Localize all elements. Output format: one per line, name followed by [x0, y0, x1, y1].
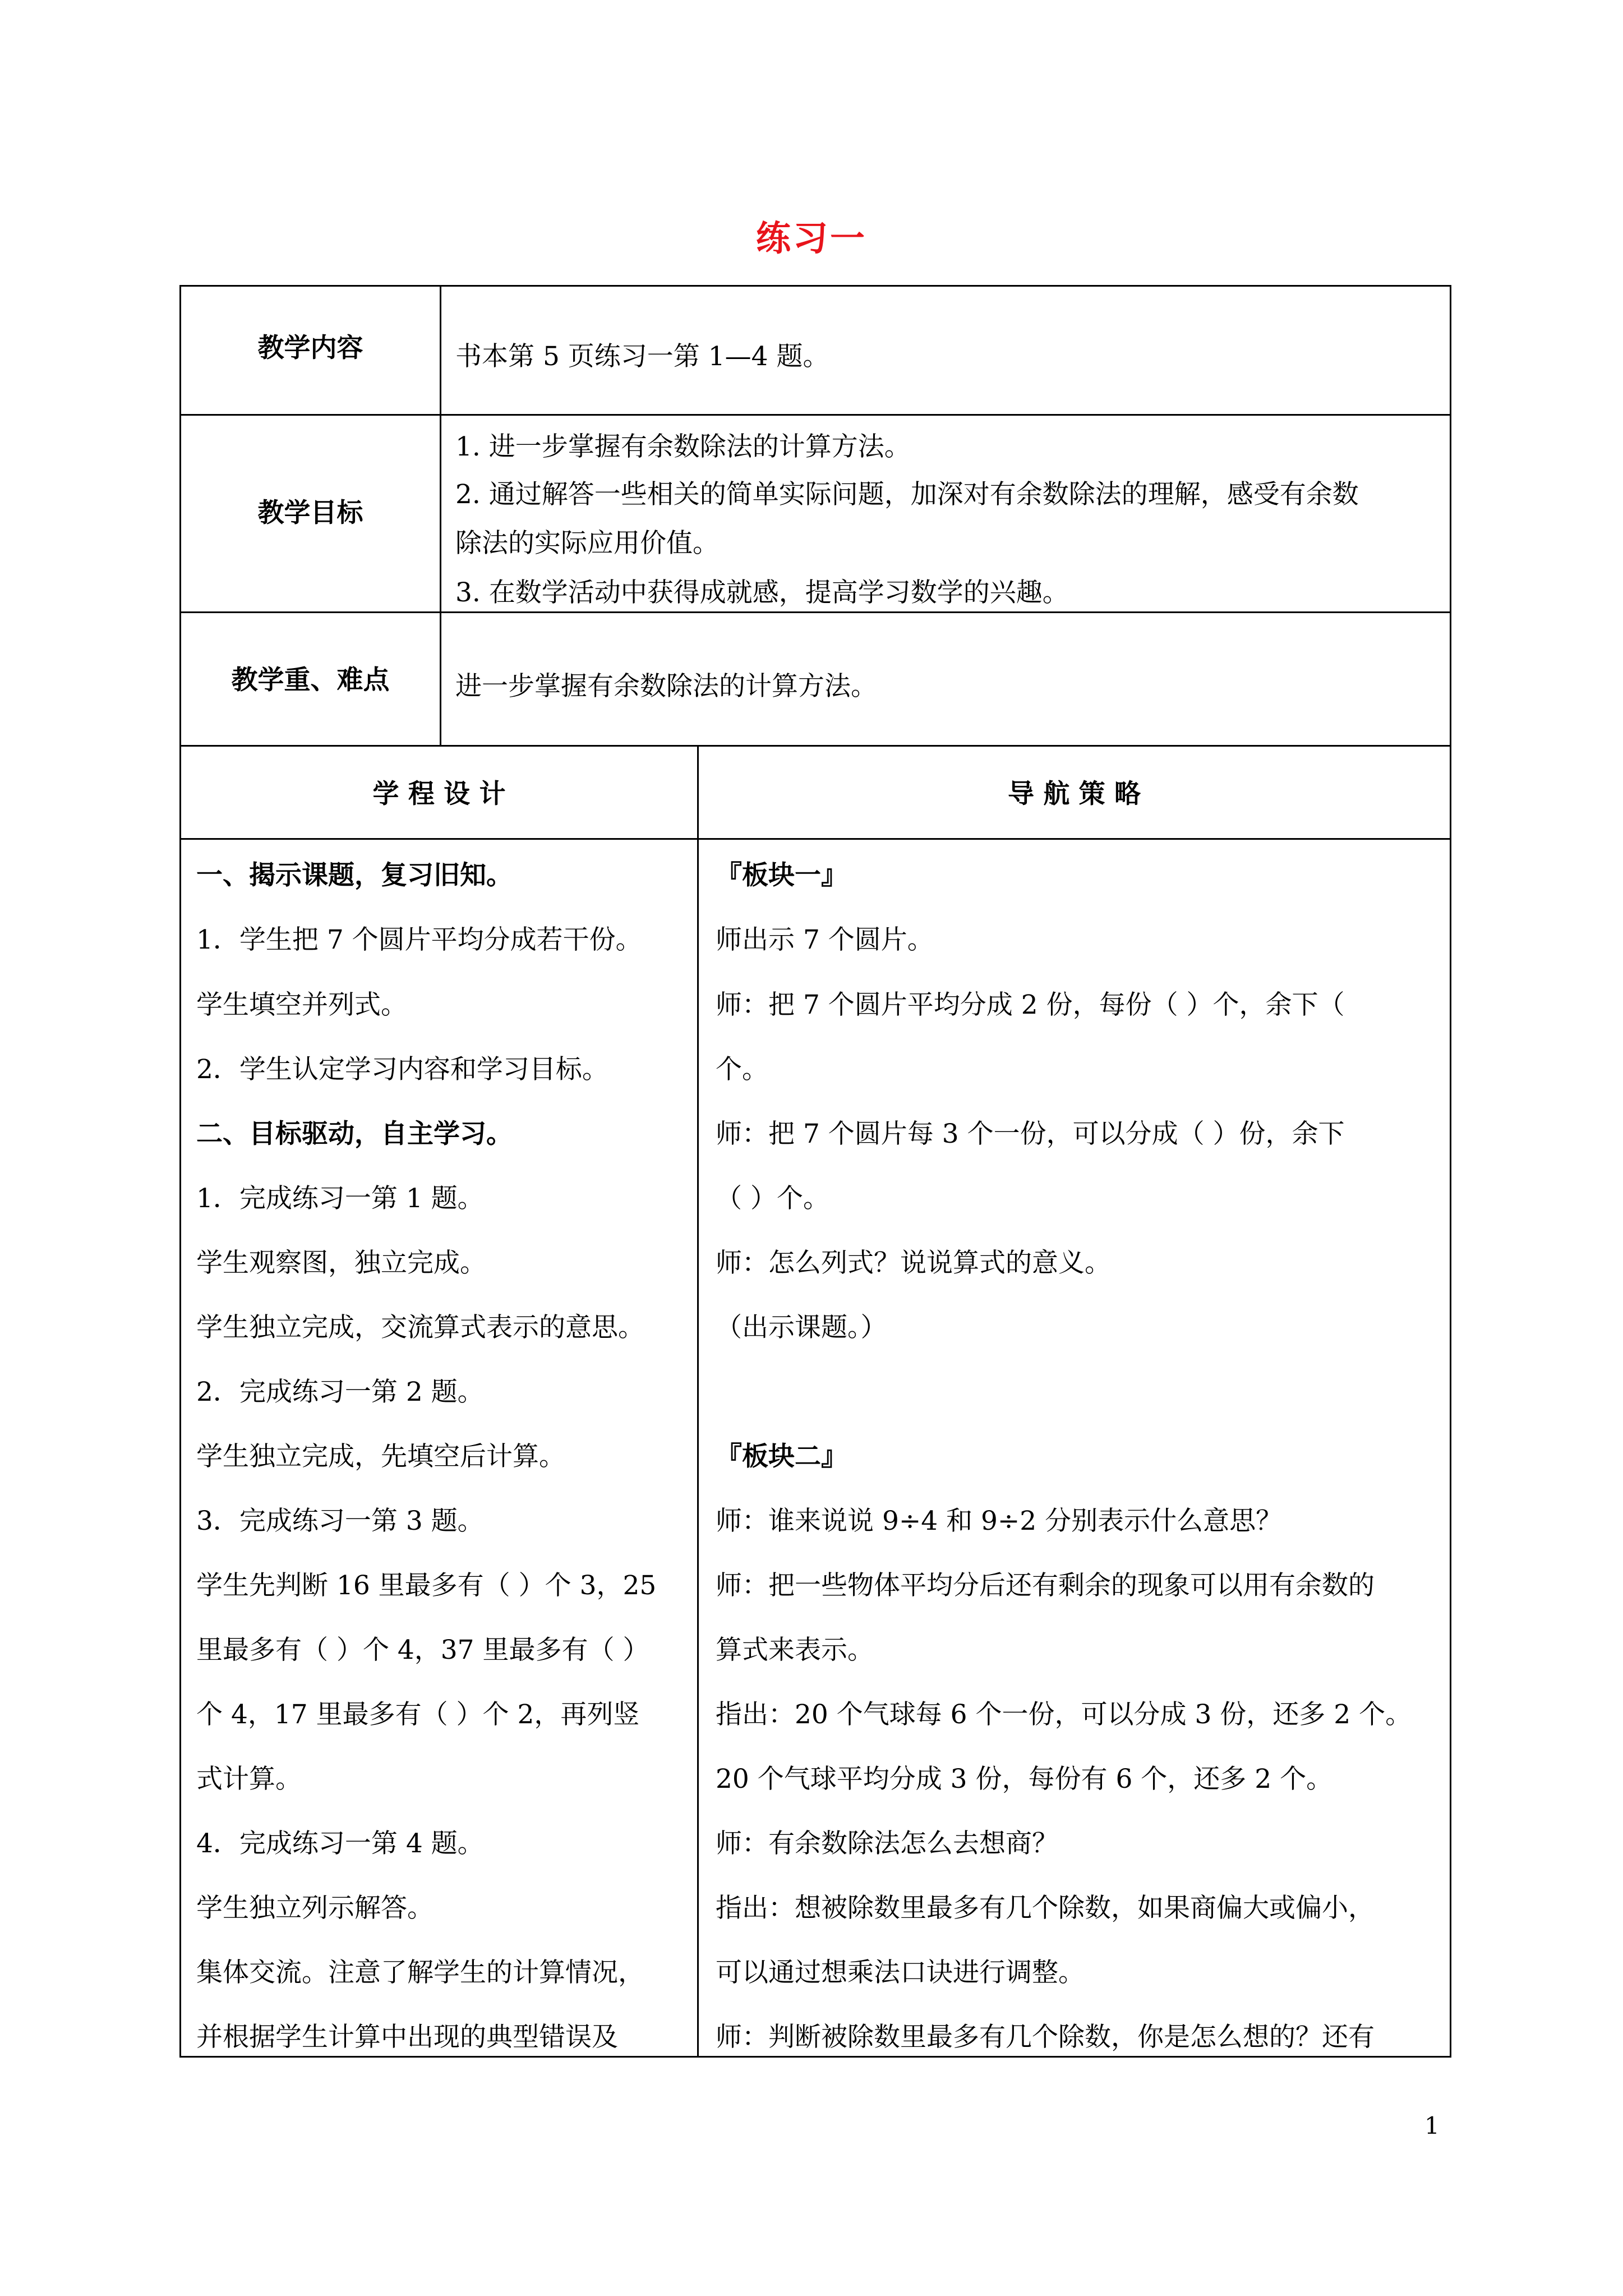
left-line: 3．完成练习一第 3 题。	[196, 1506, 484, 1536]
info-value-focus: 进一步掌握有余数除法的计算方法。	[455, 671, 877, 702]
row-divider	[179, 838, 1451, 840]
left-line: 2．完成练习一第 2 题。	[196, 1377, 484, 1407]
right-line: 师：有余数除法怎么去想商？	[716, 1828, 1058, 1859]
left-line: 1．完成练习一第 1 题。	[196, 1183, 484, 1214]
right-line: 师：把 7 个圆片每 3 个一份，可以分成（ ）份，余下	[716, 1119, 1345, 1149]
right-line: 『板块一』	[716, 860, 847, 891]
right-line: （ ）个。	[716, 1183, 829, 1214]
column-header-left: 学 程 设 计	[372, 779, 506, 809]
label-column-divider	[440, 285, 441, 746]
column-header-right: 导 航 策 略	[1007, 779, 1141, 809]
left-line: 学生先判断 16 里最多有（ ）个 3，25	[196, 1570, 657, 1601]
right-line: 师：怎么列式？说说算式的意义。	[716, 1248, 1111, 1278]
left-line: 一、揭示课题，复习旧知。	[196, 860, 513, 891]
left-line: 2．学生认定学习内容和学习目标。	[196, 1054, 608, 1085]
left-line: 学生独立完成，交流算式表示的意思。	[196, 1312, 644, 1343]
right-line: 『板块二』	[716, 1441, 847, 1472]
left-line: 并根据学生计算中出现的典型错误及	[196, 2022, 618, 2053]
right-line: 20 个气球平均分成 3 份，每份有 6 个，还多 2 个。	[716, 1764, 1333, 1795]
right-line: 指出：想被除数里最多有几个除数，如果商偏大或偏小，	[716, 1893, 1375, 1924]
right-line: 算式来表示。	[716, 1635, 874, 1665]
row-divider	[179, 745, 1451, 747]
page-number: 1	[1424, 2112, 1440, 2139]
right-line: 师出示 7 个圆片。	[716, 924, 934, 955]
table-border-top	[179, 285, 1451, 287]
table-border-left	[179, 285, 181, 2058]
right-line: 师：把 7 个圆片平均分成 2 份，每份（ ）个，余下（	[716, 990, 1345, 1020]
left-line: 学生填空并列式。	[196, 990, 407, 1020]
right-line: 指出：20 个气球每 6 个一份，可以分成 3 份，还多 2 个。	[716, 1699, 1412, 1730]
right-line: 师：把一些物体平均分后还有剩余的现象可以用有余数的	[716, 1570, 1375, 1601]
info-goal-line: 2. 通过解答一些相关的简单实际问题，加深对有余数除法的理解，感受有余数	[455, 479, 1359, 510]
info-label-content: 教学内容	[257, 333, 363, 364]
info-goal-line: 除法的实际应用价值。	[455, 528, 719, 559]
left-line: 二、目标驱动，自主学习。	[196, 1119, 513, 1149]
left-line: 4．完成练习一第 4 题。	[196, 1828, 484, 1859]
info-goal-line: 1. 进一步掌握有余数除法的计算方法。	[455, 431, 911, 462]
table-border-right	[1450, 285, 1451, 2058]
right-line: 师：谁来说说 9÷4 和 9÷2 分别表示什么意思？	[716, 1506, 1283, 1536]
left-line: 学生独立完成，先填空后计算。	[196, 1441, 565, 1472]
right-line: （出示课题。）	[716, 1312, 887, 1343]
left-line: 式计算。	[196, 1764, 302, 1795]
left-line: 1．学生把 7 个圆片平均分成若干份。	[196, 924, 642, 955]
info-goal-line: 3. 在数学活动中获得成就感，提高学习数学的兴趣。	[455, 577, 1069, 608]
left-line: 学生观察图，独立完成。	[196, 1248, 486, 1278]
info-value-content: 书本第 5 页练习一第 1—4 题。	[455, 341, 829, 372]
left-line: 学生独立列示解答。	[196, 1893, 434, 1924]
info-label-focus: 教学重、难点	[231, 665, 390, 696]
table-border-bottom	[179, 2056, 1451, 2058]
plan-column-divider	[697, 745, 699, 2058]
left-line: 里最多有（ ）个 4，37 里最多有（ ）	[196, 1635, 649, 1665]
right-line: 师：判断被除数里最多有几个除数，你是怎么想的？还有	[716, 2022, 1375, 2053]
row-divider	[179, 414, 1451, 416]
left-line: 集体交流。注意了解学生的计算情况，	[196, 1957, 644, 1988]
right-line: 可以通过想乘法口诀进行调整。	[716, 1957, 1085, 1988]
left-line: 个 4，17 里最多有（ ）个 2，再列竖	[196, 1699, 640, 1730]
page-title: 练习一	[755, 218, 867, 259]
info-label-goals: 教学目标	[257, 498, 363, 528]
right-line: 个。	[716, 1054, 768, 1085]
row-divider	[179, 611, 1451, 613]
